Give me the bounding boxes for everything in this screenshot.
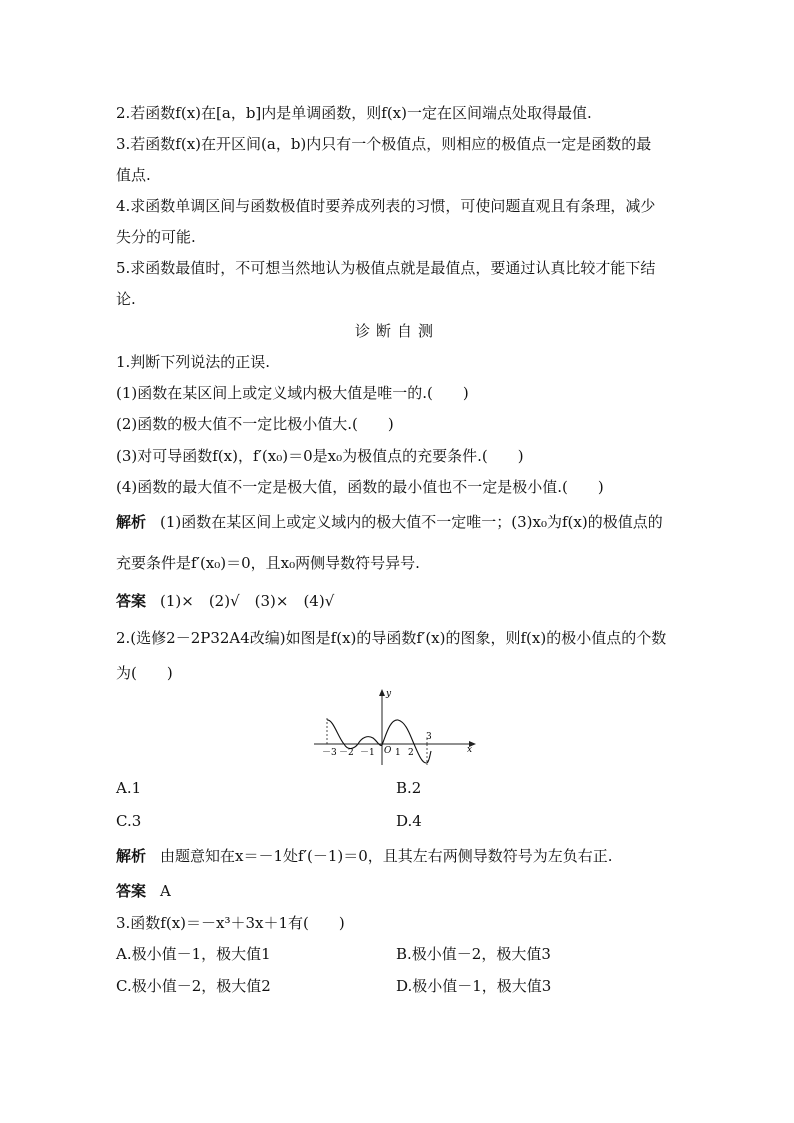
q2-stem-line2: 为( ) [116, 664, 173, 682]
tick-label-2: 2 [408, 748, 414, 758]
q2-answer-label: 答案 [116, 882, 147, 900]
q1-item-1: (1)函数在某区间上或定义域内极大值是唯一的.( ) [116, 384, 469, 402]
q1-answer-label: 答案 [116, 592, 147, 610]
q2-option-row2 [116, 811, 686, 831]
y-axis-label: y [386, 689, 392, 699]
q3-option-row1 [116, 944, 686, 964]
q2-option-b[interactable]: B.2 [396, 779, 422, 797]
tip-3-line2: 值点. [116, 166, 151, 184]
q2-option-c[interactable]: C.3 [116, 812, 142, 830]
y-axis-arrow [379, 689, 385, 696]
q1-answer-value: (1)× (2)√ (3)× (4)√ [160, 592, 335, 610]
q1-stem: 1.判断下列说法的正误. [116, 353, 271, 371]
x-axis-label: x [467, 745, 473, 755]
q1-analysis-line1 [116, 512, 686, 532]
section-title: 诊断自测 [354, 322, 439, 340]
q3-stem: 3.函数f(x)＝－x³＋3x＋1有( ) [116, 914, 345, 932]
q1-item-3: (3)对可导函数f(x)，f′(x₀)＝0是x₀为极值点的充要条件.( ) [116, 447, 524, 465]
q1-analysis-text1: (1)函数在某区间上或定义域内的极大值不一定唯一；(3)x₀为f(x)的极值点的 [160, 513, 663, 531]
q1-item-2: (2)函数的极大值不一定比极小值大.( ) [116, 415, 394, 433]
tick-label-1: 1 [395, 748, 401, 758]
tick-label-neg1: －1 [360, 748, 375, 758]
derivative-graph [300, 685, 490, 767]
q3-option-row2 [116, 976, 686, 996]
q2-analysis-label: 解析 [116, 847, 147, 865]
q2-stem-line1: 2.(选修2－2P32A4改编)如图是f(x)的导函数f′(x)的图象，则f(x)的极小值点的个数 [116, 629, 667, 647]
origin-label: O [384, 746, 392, 756]
q3-option-c[interactable]: C.极小值－2，极大值2 [116, 977, 271, 995]
q1-item-4: (4)函数的最大值不一定是极大值，函数的最小值也不一定是极小值.( ) [116, 478, 604, 496]
tick-label-neg2: －2 [339, 748, 354, 758]
q2-analysis [116, 846, 686, 866]
q2-option-d[interactable]: D.4 [396, 812, 422, 830]
tip-4-line2: 失分的可能. [116, 228, 196, 246]
q2-option-row1 [116, 778, 686, 798]
q2-analysis-text: 由题意知在x＝－1处f′(－1)＝0，且其左右两侧导数符号为左负右正. [160, 847, 613, 865]
tick-label-neg3: －3 [322, 748, 337, 758]
q1-answer [116, 591, 686, 611]
tick-label-3: 3 [426, 732, 432, 742]
q1-analysis-label: 解析 [116, 513, 147, 531]
tip-3-line1: 3.若函数f(x)在开区间(a，b)内只有一个极值点，则相应的极值点一定是函数的最 [116, 135, 652, 153]
q2-answer-value: A [160, 882, 171, 900]
tip-4-line1: 4.求函数单调区间与函数极值时要养成列表的习惯，可使问题直观且有条理，减少 [116, 197, 656, 215]
q3-option-d[interactable]: D.极小值－1，极大值3 [396, 977, 552, 995]
tip-2: 2.若函数f(x)在[a，b]内是单调函数，则f(x)一定在区间端点处取得最值. [116, 104, 592, 122]
q2-answer [116, 881, 686, 901]
q1-analysis-line2: 充要条件是f′(x₀)＝0，且x₀两侧导数符号异号. [116, 554, 420, 572]
q2-option-a[interactable]: A.1 [116, 779, 142, 797]
tip-5-line2: 论. [116, 290, 136, 308]
q3-option-b[interactable]: B.极小值－2，极大值3 [396, 945, 551, 963]
q3-option-a[interactable]: A.极小值－1，极大值1 [116, 945, 271, 963]
tip-5-line1: 5.求函数最值时，不可想当然地认为极值点就是最值点，要通过认真比较才能下结 [116, 259, 656, 277]
